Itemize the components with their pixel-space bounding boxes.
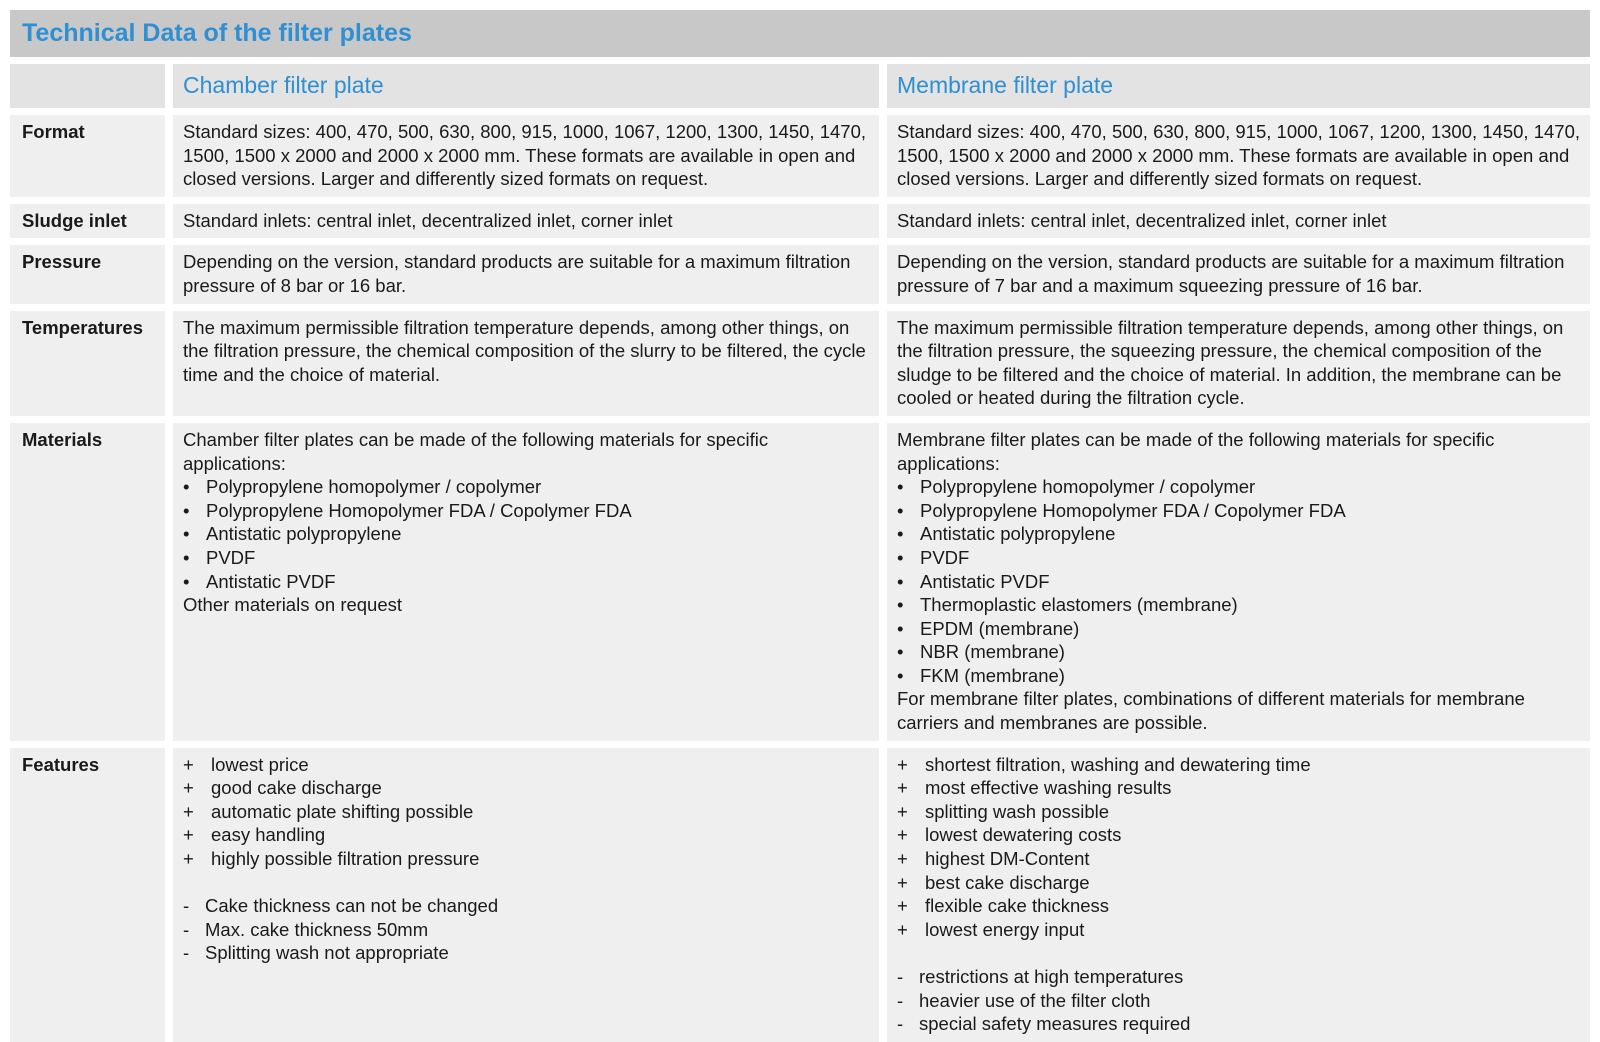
format-chamber: Standard sizes: 400, 470, 500, 630, 800, 915, 1000, 1067, 1200, 1300, 1450, 1470, 1500, 1500 x 2000 and 2000 x 2000 mm. These formats are available in open and closed versions. Larger and differently sized formats on request. <box>173 115 879 197</box>
list-item <box>183 570 869 594</box>
list-item-text: flexible cake thickness <box>925 895 1110 917</box>
list-item <box>183 941 869 965</box>
list-item-text: shortest filtration, washing and dewatering time <box>925 753 1311 775</box>
pressure-membrane: Depending on the version, standard products are suitable for a maximum filtration pressure of 7 bar and a maximum squeezing pressure of 16 bar. <box>887 245 1590 303</box>
list-item-text: Antistatic PVDF <box>206 570 336 592</box>
column-header-membrane <box>887 64 1590 108</box>
plus-marker: + <box>897 824 908 846</box>
list-item <box>897 753 1580 777</box>
plus-marker: + <box>183 777 194 799</box>
list-item-text: good cake discharge <box>211 777 382 799</box>
list-item-text: Antistatic polypropylene <box>206 523 402 545</box>
list-item <box>183 522 869 546</box>
list-item-text: lowest dewatering costs <box>925 824 1122 846</box>
plus-marker: + <box>183 800 194 822</box>
plus-marker: + <box>897 777 908 799</box>
bullet-marker: • <box>897 641 904 663</box>
list-item-text: best cake discharge <box>925 871 1090 893</box>
list-item-text: Max. cake thickness 50mm <box>205 918 429 940</box>
list-item <box>897 918 1580 942</box>
list-item-text: highly possible filtration pressure <box>211 848 480 870</box>
list-item-text: lowest price <box>211 753 309 775</box>
list-item <box>183 800 869 824</box>
row-label-features: Features <box>10 748 165 1042</box>
features-membrane-pros <box>897 753 1580 942</box>
list-item <box>183 847 869 871</box>
materials-chamber-intro: Chamber filter plates can be made of the following materials for specific applications: <box>183 428 769 474</box>
bullet-marker: • <box>183 523 190 545</box>
list-item-text: Splitting wash not appropriate <box>205 942 449 964</box>
features-chamber-pros <box>183 753 869 871</box>
list-item-text: splitting wash possible <box>925 800 1110 822</box>
list-item <box>897 617 1580 641</box>
list-item <box>183 475 869 499</box>
list-item <box>183 894 869 918</box>
sludge-inlet-chamber: Standard inlets: central inlet, decentralized inlet, corner inlet <box>173 204 879 239</box>
list-item <box>897 1012 1580 1036</box>
list-item <box>183 776 869 800</box>
bullet-marker: • <box>897 546 904 568</box>
column-header-membrane-label: Membrane filter plate <box>897 72 1114 99</box>
list-item <box>897 640 1580 664</box>
list-item <box>183 753 869 777</box>
bullet-marker: • <box>897 594 904 616</box>
list-item-text: automatic plate shifting possible <box>211 800 474 822</box>
list-item-text: special safety measures required <box>919 1013 1191 1035</box>
minus-marker: - <box>897 966 904 987</box>
list-item-text: Polypropylene homopolymer / copolymer <box>920 476 1256 498</box>
list-item-text: restrictions at high temperatures <box>919 966 1184 987</box>
minus-marker: - <box>183 942 190 964</box>
list-item-text: FKM (membrane) <box>920 664 1065 686</box>
plus-marker: + <box>897 895 908 917</box>
sludge-inlet-membrane: Standard inlets: central inlet, decentralized inlet, corner inlet <box>887 204 1590 239</box>
list-item-text: Thermoplastic elastomers (membrane) <box>920 594 1238 616</box>
plus-marker: + <box>183 848 194 870</box>
materials-chamber-outro: Other materials on request <box>183 594 403 616</box>
header-corner-cell <box>10 64 165 108</box>
minus-marker: - <box>897 1013 904 1035</box>
list-item <box>897 499 1580 523</box>
list-item <box>897 965 1580 989</box>
list-item <box>897 664 1580 688</box>
format-membrane: Standard sizes: 400, 470, 500, 630, 800, 915, 1000, 1067, 1200, 1300, 1450, 1470, 1500, 1500 x 2000 and 2000 x 2000 mm. These formats are available in open and closed versions. Larger and differently sized formats on request. <box>887 115 1590 197</box>
list-item <box>897 989 1580 1013</box>
list-item <box>897 522 1580 546</box>
list-item-text: highest DM-Content <box>925 848 1090 870</box>
row-label-pressure: Pressure <box>10 245 165 303</box>
bullet-marker: • <box>897 523 904 545</box>
list-item-text: lowest energy input <box>925 918 1085 940</box>
row-label-materials: Materials <box>10 423 165 741</box>
list-item-text: Polypropylene Homopolymer FDA / Copolymer FDA <box>206 499 632 521</box>
features-chamber <box>173 748 879 1042</box>
features-membrane <box>887 748 1590 1042</box>
list-item-text: EPDM (membrane) <box>920 617 1080 639</box>
materials-chamber-list <box>183 475 869 593</box>
minus-marker: - <box>183 918 190 940</box>
plus-marker: + <box>897 753 908 775</box>
list-item-text: Polypropylene Homopolymer FDA / Copolymer FDA <box>920 499 1346 521</box>
bullet-marker: • <box>183 476 190 498</box>
minus-marker: - <box>897 989 904 1011</box>
title-bar <box>10 10 1590 57</box>
list-item <box>897 776 1580 800</box>
bullet-marker: • <box>897 499 904 521</box>
list-item <box>897 847 1580 871</box>
features-chamber-cons <box>183 894 869 965</box>
page-title: Technical Data of the filter plates <box>22 19 412 47</box>
row-label-format: Format <box>10 115 165 197</box>
list-item-text: heavier use of the filter cloth <box>919 989 1151 1011</box>
list-item <box>897 823 1580 847</box>
list-item-text: Antistatic PVDF <box>920 570 1050 592</box>
list-item-text: PVDF <box>920 546 970 568</box>
plus-marker: + <box>183 753 194 775</box>
list-item <box>897 593 1580 617</box>
list-item-text: NBR (membrane) <box>920 641 1065 663</box>
tech-data-table <box>10 64 1592 1042</box>
list-item <box>183 823 869 847</box>
column-header-chamber <box>173 64 879 108</box>
temperatures-chamber: The maximum permissible filtration temperature depends, among other things, on the filtration pressure, the chemical composition of the slurry to be filtered, the cycle time and the choice of material. <box>173 311 879 416</box>
bullet-marker: • <box>897 476 904 498</box>
row-label-sludge-inlet: Sludge inlet <box>10 204 165 239</box>
list-item-text: Cake thickness can not be changed <box>205 895 499 917</box>
bullet-marker: • <box>183 570 190 592</box>
list-item <box>183 918 869 942</box>
list-item <box>183 546 869 570</box>
list-item-text: Polypropylene homopolymer / copolymer <box>206 476 542 498</box>
list-item-text: easy handling <box>211 824 326 846</box>
row-label-temperatures: Temperatures <box>10 311 165 416</box>
plus-marker: + <box>897 848 908 870</box>
list-item <box>897 475 1580 499</box>
bullet-marker: • <box>183 546 190 568</box>
materials-membrane <box>887 423 1590 741</box>
materials-membrane-intro: Membrane filter plates can be made of the following materials for specific applications: <box>897 428 1495 474</box>
list-item <box>897 894 1580 918</box>
bullet-marker: • <box>183 499 190 521</box>
list-item <box>183 499 869 523</box>
list-item-text: PVDF <box>206 546 256 568</box>
list-item <box>897 546 1580 570</box>
plus-marker: + <box>897 918 908 940</box>
bullet-marker: • <box>897 617 904 639</box>
materials-membrane-list <box>897 475 1580 687</box>
plus-marker: + <box>183 824 194 846</box>
materials-membrane-outro: For membrane filter plates, combinations of different materials for membrane carriers and membranes are possible. <box>897 688 1525 734</box>
list-item <box>897 570 1580 594</box>
materials-chamber <box>173 423 879 741</box>
minus-marker: - <box>183 895 190 917</box>
plus-marker: + <box>897 871 908 893</box>
pressure-chamber: Depending on the version, standard products are suitable for a maximum filtration pressure of 8 bar or 16 bar. <box>173 245 879 303</box>
temperatures-membrane: The maximum permissible filtration temperature depends, among other things, on the filtration pressure, the squeezing pressure, the chemical composition of the sludge to be filtered and the choice of material. In addition, the membrane can be cooled or heated during the filtration cycle. <box>887 311 1590 416</box>
column-header-chamber-label: Chamber filter plate <box>183 72 384 99</box>
list-item-text: most effective washing results <box>925 777 1172 799</box>
list-item <box>897 800 1580 824</box>
features-membrane-cons <box>897 965 1580 1036</box>
bullet-marker: • <box>897 570 904 592</box>
list-item <box>897 871 1580 895</box>
bullet-marker: • <box>897 664 904 686</box>
plus-marker: + <box>897 800 908 822</box>
list-item-text: Antistatic polypropylene <box>920 523 1116 545</box>
